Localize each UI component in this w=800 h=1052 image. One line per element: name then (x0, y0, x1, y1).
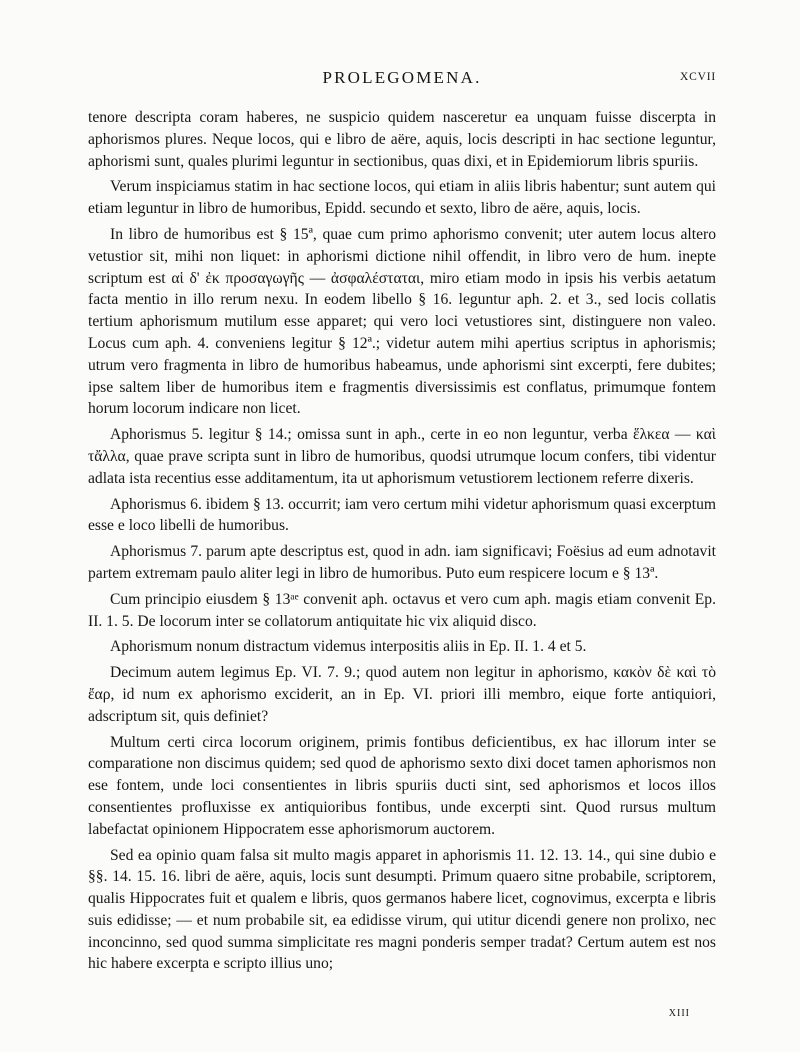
running-head (88, 68, 716, 92)
paragraph: Sed ea opinio quam falsa sit multo magis apparet in aphorismis 11. 12. 13. 14., qui sine dubio e §§. 14. 15. 16. libri de aëre, aquis, locis sunt desumpti. Primum quaero sitne probabile, scriptorem, qualis Hippocrates fuit et qualem e libris, quos germanos habere licet, cognovimus, excerpta e libris suis edidisse; — et num probabile sit, ea edidisse virum, qui utitur dicendi genere non prolixo, nec inconcinno, sed quod summa simplicitate res magni ponderis semper tradat? Certum autem est nos hic habere excerpta e scripto illius uno; (88, 846, 716, 973)
body-text (88, 107, 716, 979)
paragraph: Aphorismus 6. ibidem § 13. occurrit; iam vero certum mihi videtur aphorismum quasi excerptum esse e loco libelli de humoribus. (88, 495, 716, 535)
paragraph: Verum inspiciamus statim in hac sectione locos, qui etiam in aliis libris habentur; sunt autem qui etiam leguntur in libro de humoribus, Epidd. secundo et sexto, libro de aëre, aquis, locis. (88, 178, 716, 218)
paragraph: Aphorismus 7. parum apte descriptus est, quod in adn. iam significavi; Foësius ad eum adnotavit partem extremam paulo aliter legi in libro de humoribus. Puto eum respicere locum e § 13ª. (88, 543, 716, 582)
paragraph: Multum certi circa locorum originem, primis fontibus deficientibus, ex hac illorum inter se comparatione non discimus quidem; sed quod de aphorismo sexto dixi docet tamen aphorismos non ese fontem, unde loci consentientes in libris spuriis ducti sint, sed aphorismos et locos illos consentientes profluxisse ex antiquioribus fontibus, unde excerpti sint. Quod rursus multum labefactat opinionem Hippocratem esse aphorismorum auctorem. (88, 733, 716, 838)
paragraph: In libro de humoribus est § 15ª, quae cum primo aphorismo convenit; uter autem locus altero vetustior sit, mihi non liquet: in aphorismi dictione nihil offendit, in libro vero de hum. inepte scriptum est αἱ δ' ἐκ προσαγωγῆς — ἀσφαλέσταται, miro etiam modo in ipsis his verbis aetatum facta mentio in illo rerum nexu. In eodem libello § 16. leguntur aph. 2. et 3., sed locis collatis tertium aphorismum mutilum esse apparet; qui vero loci vetustiores sint, distinguere non valeo. Locus cum aph. 4. conveniens legitur § 12ª.; videtur autem mihi apertius scriptus in aphorismis; utrum vero fragmenta in libro de humoribus habeamus, unde aphorismi sint excerpti, fere dubites; ipse saltem liber de humoribus item e fragmentis diversissimis est conflatus, primumque fontem horum locorum indicare non licet. (88, 225, 716, 418)
page-title: PROLEGOMENA. (322, 68, 482, 87)
paragraph: Cum principio eiusdem § 13ᵃᵉ convenit aph. octavus et vero cum aph. magis etiam convenit Ep. II. 1. 5. De locorum inter se collatorum antiquitate hic vix aliquid disco. (88, 590, 716, 630)
paragraph: Decimum autem legimus Ep. VI. 7. 9.; quod autem non legitur in aphorismo, κακὸν δὲ καὶ τὸ ἔαρ, id num ex aphorismo exciderit, an in Ep. VI. priori illi membro, eique forte antiquiori, adscriptum sit, quis definiet? (88, 664, 716, 725)
paragraph: Aphorismus 5. legitur § 14.; omissa sunt in aph., certe in eo non leguntur, verba ἕλκεα — καὶ τἄλλα, quae prave scripta sunt in libro de humoribus, quodsi utrumque locum confers, tibi videntur adlata ista recentius esse additamentum, ita ut aphorismum vetustiorem lectionem referre dixeris. (88, 426, 716, 487)
signature-mark: XIII (668, 1008, 690, 1019)
paragraph-continued: tenore descripta coram haberes, ne suspicio quidem nasceretur ea unquam fuisse discerpta in aphorismos plures. Neque locos, qui e libro de aëre, aquis, locis descripti in hac sectione leguntur, aphorismi sunt, quales plurimi leguntur in sectionibus, quas dixi, et in Epidemiorum libris spuriis. (88, 109, 716, 170)
paragraph: Aphorismum nonum distractum videmus interpositis aliis in Ep. II. 1. 4 et 5. (110, 638, 587, 656)
page-number: XCVII (680, 71, 716, 83)
